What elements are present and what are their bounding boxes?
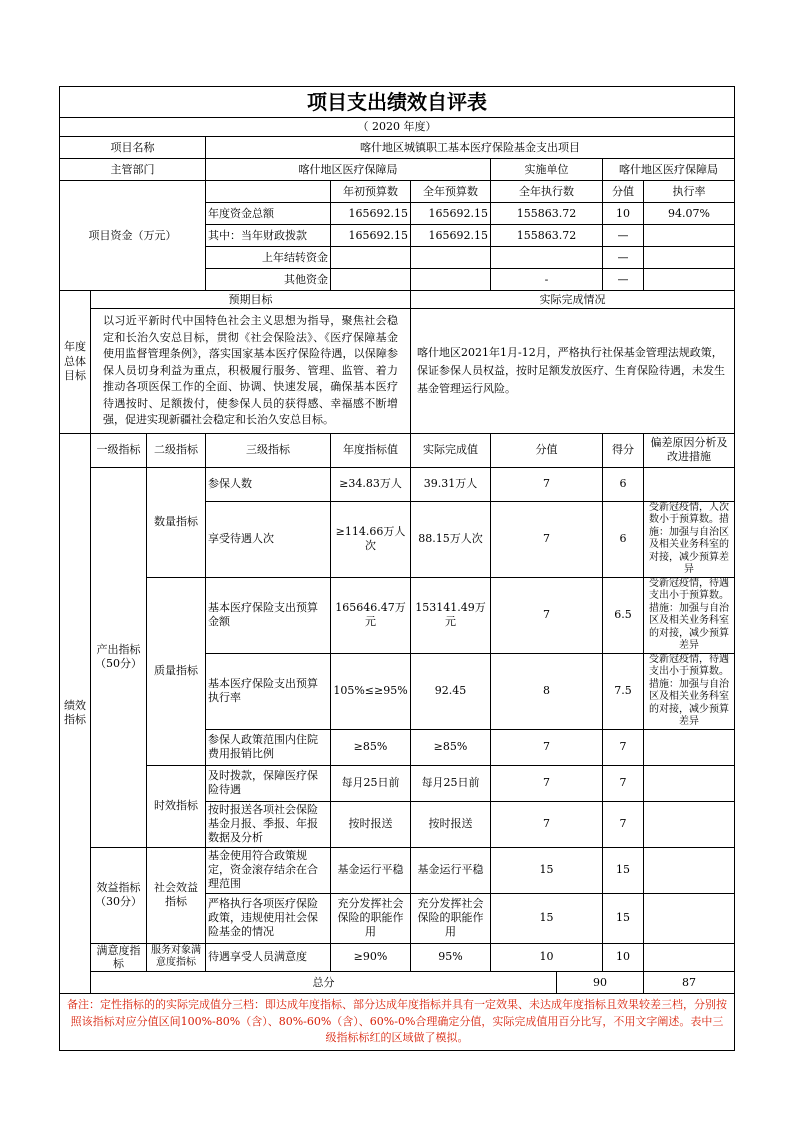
funds-header-blank	[206, 181, 331, 203]
indicator-actual: 每月25日前	[411, 765, 491, 801]
indicator-name: 待遇享受人员满意度	[206, 943, 331, 972]
indicator-actual: 88.15万人次	[411, 501, 491, 577]
indicator-points: 7.5	[603, 653, 644, 729]
funds-row-rate	[644, 269, 735, 291]
indicator-target: 165646.47万元	[331, 577, 411, 653]
indicator-note	[644, 943, 735, 972]
indicator-score: 7	[491, 729, 603, 765]
indicator-score: 7	[491, 501, 603, 577]
funds-row-start	[331, 247, 411, 269]
indicator-name: 享受待遇人次	[206, 501, 331, 577]
indicator-note	[644, 847, 735, 893]
funds-row-score: 10	[603, 203, 644, 225]
total-points: 87	[644, 972, 735, 994]
indicator-target: ≥90%	[331, 943, 411, 972]
satisfaction-level1: 满意度指标	[91, 943, 147, 972]
indicator-points: 7	[603, 801, 644, 847]
dept-value: 喀什地区医疗保障局	[206, 159, 491, 181]
indicator-points: 15	[603, 847, 644, 893]
indicator-score: 7	[491, 765, 603, 801]
indicator-points: 7	[603, 729, 644, 765]
impl-unit-label: 实施单位	[491, 159, 603, 181]
project-name-label: 项目名称	[60, 137, 206, 159]
indicator-score: 15	[491, 847, 603, 893]
indicator-name: 参保人政策范围内住院费用报销比例	[206, 729, 331, 765]
funds-row-rate	[644, 225, 735, 247]
indicator-points: 10	[603, 943, 644, 972]
indicator-note	[644, 467, 735, 501]
quantity-level2: 数量指标	[147, 467, 206, 577]
funds-row-start	[331, 269, 411, 291]
footnote: 备注：定性指标的的实际完成值分三档：即达成年度指标、部分达成年度指标并具有一定效果、未达成年度指标且效果较差三档，分别按照该指标对应分值区间100%-80%（含）、80%-60%（含）、60%-0%合理确定分值，实际完成值用百分比写，不用文字阐述。表中三级指标标红的区域做了模拟。	[60, 994, 735, 1051]
deviation-header: 偏差原因分析及改进措施	[644, 433, 735, 467]
budget-full-header: 全年预算数	[411, 181, 491, 203]
indicator-target: 基金运行平稳	[331, 847, 411, 893]
indicator-actual: 92.45	[411, 653, 491, 729]
indicator-target: 按时报送	[331, 801, 411, 847]
funds-row-rate	[644, 247, 735, 269]
year-line: （ 2020 年度）	[60, 118, 735, 137]
total-score: 90	[557, 972, 644, 994]
score-header: 分值	[603, 181, 644, 203]
indicator-name: 按时报送各项社会保险基金月报、季报、年报数据及分析	[206, 801, 331, 847]
evaluation-table	[59, 86, 735, 1051]
output-level1: 产出指标（50分）	[91, 467, 147, 847]
indicator-target: ≥85%	[331, 729, 411, 765]
indicator-note: 受新冠疫情，人次数小于预算数。措施：加强与自治区及相关业务科室的对接，减少预算差异	[644, 501, 735, 577]
funds-row-exec: -	[491, 269, 603, 291]
indicator-score: 7	[491, 577, 603, 653]
indicator-name: 基本医疗保险支出预算执行率	[206, 653, 331, 729]
budget-start-header: 年初预算数	[331, 181, 411, 203]
goal-block-label: 年度总体目标	[60, 291, 91, 434]
page-title: 项目支出绩效自评表	[60, 87, 735, 118]
indicator-points: 6	[603, 501, 644, 577]
score2-header: 分值	[491, 433, 603, 467]
funds-row-label: 上年结转资金	[206, 247, 331, 269]
indicator-actual: 按时报送	[411, 801, 491, 847]
funds-label: 项目资金（万元）	[60, 181, 206, 291]
funds-row-full	[411, 269, 491, 291]
indicator-name: 严格执行各项医疗保险政策，违规使用社会保险基金的情况	[206, 893, 331, 943]
indicator-note: 受新冠疫情，待遇支出小于预算数。措施：加强与自治区及相关业务科室的对接，减少预算差异	[644, 653, 735, 729]
social-benefit-level2: 社会效益指标	[147, 847, 206, 943]
level1-header: 一级指标	[91, 433, 147, 467]
indicator-score: 15	[491, 893, 603, 943]
indicator-actual: 基金运行平稳	[411, 847, 491, 893]
indicator-note	[644, 765, 735, 801]
funds-row-score: —	[603, 269, 644, 291]
indicator-target: ≥114.66万人次	[331, 501, 411, 577]
indicator-score: 7	[491, 467, 603, 501]
timeliness-level2: 时效指标	[147, 765, 206, 847]
indicator-actual: 39.31万人	[411, 467, 491, 501]
indicator-note	[644, 729, 735, 765]
funds-row-label: 年度资金总额	[206, 203, 331, 225]
perf-block-label: 绩效指标	[60, 433, 91, 994]
funds-row-score: —	[603, 225, 644, 247]
executed-header: 全年执行数	[491, 181, 603, 203]
level2-header: 二级指标	[147, 433, 206, 467]
expected-goal-text: 以习近平新时代中国特色社会主义思想为指导，聚焦社会稳定和长治久安总目标，贯彻《社会保险法》、《医疗保障基金使用监督管理条例》，落实国家基本医疗保险待遇，以保障参保人员切身利益为重点，积极履行服务、管理、监管、着力推动各项医保工作的全面、协调、快速发展，确保基本医疗待遇按时、足额拨付，使参保人员的获得感、幸福感不断增强，促进实现新疆社会稳定和长治久安总目标。	[91, 309, 411, 434]
project-name-value: 喀什地区城镇职工基本医疗保险基金支出项目	[206, 137, 735, 159]
expected-goal-header: 预期目标	[91, 291, 411, 309]
indicator-actual: 充分发挥社会保险的职能作用	[411, 893, 491, 943]
exec-rate-header: 执行率	[644, 181, 735, 203]
indicator-note	[644, 801, 735, 847]
actual-result-header: 实际完成情况	[411, 291, 735, 309]
indicator-actual: ≥85%	[411, 729, 491, 765]
funds-row-full: 165692.15	[411, 203, 491, 225]
funds-row-rate: 94.07%	[644, 203, 735, 225]
funds-row-label: 其中：当年财政拨款	[206, 225, 331, 247]
indicator-note	[644, 893, 735, 943]
indicator-actual: 153141.49万元	[411, 577, 491, 653]
points2-header: 得分	[603, 433, 644, 467]
indicator-name: 参保人数	[206, 467, 331, 501]
total-label: 总分	[91, 972, 557, 994]
funds-row-full: 165692.15	[411, 225, 491, 247]
funds-row-label: 其他资金	[206, 269, 331, 291]
funds-row-start: 165692.15	[331, 203, 411, 225]
quality-level2: 质量指标	[147, 577, 206, 765]
satisfaction-level2: 服务对象满意度指标	[147, 943, 206, 972]
indicator-score: 7	[491, 801, 603, 847]
indicator-target: ≥34.83万人	[331, 467, 411, 501]
funds-row-full	[411, 247, 491, 269]
indicator-target: 105%≤≥95%	[331, 653, 411, 729]
indicator-score: 8	[491, 653, 603, 729]
performance-self-evaluation-sheet	[59, 86, 734, 1051]
funds-row-score: —	[603, 247, 644, 269]
indicator-points: 15	[603, 893, 644, 943]
funds-row-start: 165692.15	[331, 225, 411, 247]
funds-row-exec: 155863.72	[491, 203, 603, 225]
funds-row-exec: 155863.72	[491, 225, 603, 247]
indicator-name: 基金使用符合政策规定，资金滚存结余在合理范围	[206, 847, 331, 893]
indicator-note: 受新冠疫情，待遇支出小于预算数。措施：加强与自治区及相关业务科室的对接，减少预算差异	[644, 577, 735, 653]
level3-header: 三级指标	[206, 433, 331, 467]
dept-label: 主管部门	[60, 159, 206, 181]
indicator-points: 7	[603, 765, 644, 801]
indicator-actual: 95%	[411, 943, 491, 972]
benefit-level1: 效益指标（30分）	[91, 847, 147, 943]
indicator-target: 充分发挥社会保险的职能作用	[331, 893, 411, 943]
funds-row-exec	[491, 247, 603, 269]
indicator-name: 基本医疗保险支出预算金额	[206, 577, 331, 653]
indicator-points: 6.5	[603, 577, 644, 653]
indicator-target: 每月25日前	[331, 765, 411, 801]
impl-unit-value: 喀什地区医疗保障局	[603, 159, 735, 181]
indicator-points: 6	[603, 467, 644, 501]
actual-result-text: 喀什地区2021年1月-12月，严格执行社保基金管理法规政策，保证参保人员权益，按时足额发放医疗、生育保险待遇，未发生基金管理运行风险。	[411, 309, 735, 434]
indicator-name: 及时拨款，保障医疗保险待遇	[206, 765, 331, 801]
actual-value-header: 实际完成值	[411, 433, 491, 467]
indicator-score: 10	[491, 943, 603, 972]
annual-target-header: 年度指标值	[331, 433, 411, 467]
